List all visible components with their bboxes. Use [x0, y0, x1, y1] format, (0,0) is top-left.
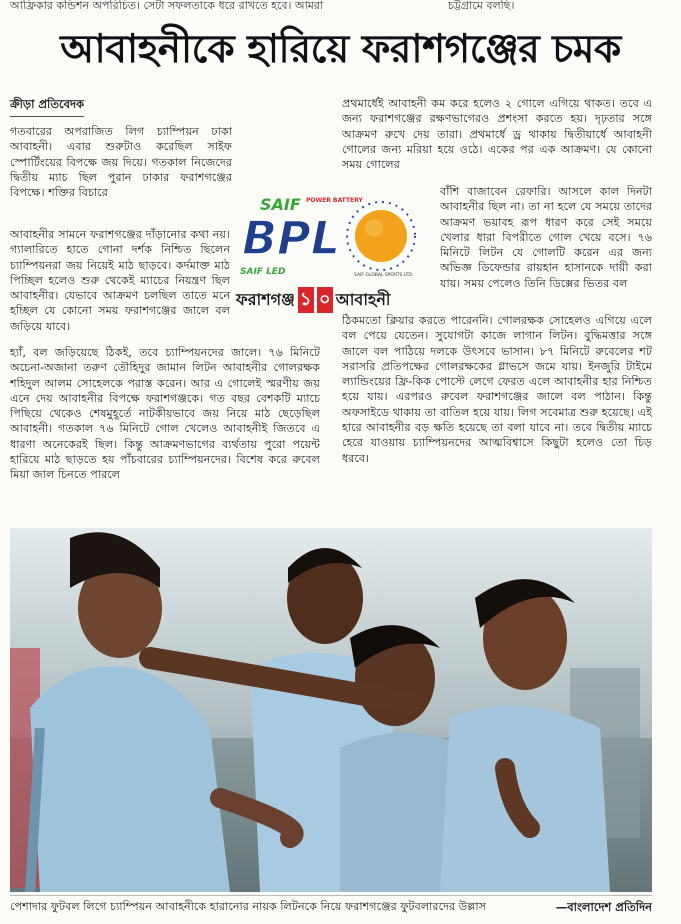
bpl-logo-graphic	[236, 188, 428, 280]
headline: আবাহনীকে হারিয়ে ফরাশগঞ্জের চমক	[60, 27, 621, 72]
article-column-2-full: ঠিকমতো ক্লিয়ার করতে পারেননি। গোলরক্ষক সোহেলও এগিয়ে এলে বল পেয়ে যেতেন। সুযোগটা কাজে লাগান লিটন। বুদ্ধিমত্তার সঙ্গে জালে বল পাঠিয়ে দলকে উৎসবে ভাসান। ৮৭ মিনিটে রুবেলের শট সরাসরি প্রতিপক্ষের গোলরক্ষকের গ্লাভসে জমে যায়। ইনজুরি টাইমে ল্যান্ডিংয়ের ফ্রি-কিক পোস্টে লেগে ফেরত এলে আবাহনীর হার নিশ্চিত হয়ে যায়। এরপরও রুবেল ফরাশগঞ্জের জালে বল পাঠান। কিন্তু অফসাইডে থাকায় তা বাতিল হয়ে যায়। লিগ সবেমাত্র শুরু হয়েছে। এই হারে আবাহনীর বড় ক্ষতি হয়েছে তা বলা যাবে না। তবে দ্বিতীয় ম্যাচে হেরে যাওয়ায় চ্যাম্পিয়নদের আত্মবিশ্বাসে কিছুটা হলেও তো চিড় ধরবে।	[342, 314, 652, 465]
saif-global-sports-text: SAIF GLOBAL SPORTS LTD.	[354, 273, 414, 278]
football-icon	[355, 210, 407, 262]
previous-article-fragment: আফ্রিকার কন্ডিশন অপরিচিত। সেটা সফলতাকে ধরে রাখতে হবে। আমরা	[10, 0, 324, 12]
adjacent-article-fragment: চট্টগ্রামে বলছি।	[448, 0, 515, 12]
photo-credit: —বাংলাদেশ প্রতিদিন	[555, 900, 652, 914]
saif-led-text: SAIF LED	[240, 267, 286, 277]
power-battery-text: POWER BATTERY	[306, 197, 363, 204]
photo-caption	[10, 899, 652, 915]
home-goals: ১	[298, 287, 314, 313]
celebration-photo	[10, 528, 652, 892]
saif-wordmark: SAIF	[260, 195, 301, 214]
away-goals: ০	[317, 287, 333, 313]
article-column-1-narrow: আবাহনীর সামনে ফরাশগঞ্জের দাঁড়ানোর কথা নয়। গ্যালারিতে হাতে গোনা দর্শক নিশ্চিত ছিলেন চ্যাম্পিয়নরা জয় নিয়েই মাঠ ছাড়বে। কর্দমাক্ত মাঠ পিচ্ছিল হলেও শুরু থেকেই ম্যাচের নিয়ন্ত্রণ ছিল আবাহনীর। যেভাবে আক্রমণ চলছিল তাতে মনে হচ্ছিল যে কোনো সময় ফরাশগঞ্জের জালে বল জড়িয়ে যাবে।	[10, 228, 230, 333]
away-team: আবাহনী	[335, 289, 391, 309]
scoreline	[236, 286, 432, 314]
article-column-1-full: হ্যাঁ, বল জড়িয়েছে ঠিকই, তবে চ্যাম্পিয়নদের জালে। ৭৬ মিনিটে অচেনা-অজানা তরুণ তৌহিদুর জামান লিটন আবাহনীর গোলরক্ষক শহিদুল আলম সোহেলকে পরাস্ত করেন। আর এ গোলেই স্মরণীয় জয় এনে দেয় আবাহনীর বিপক্ষে ফরাশগঞ্জকে। গত বছর বেশকটি ম্যাচে পিছিয়ে থেকেও শেষমুহূর্তে নাটকীয়ভাবে জয় নিয়ে মাঠ ছেড়েছিল আবাহনী। গতকাল ৭৬ মিনিটে গোল খেলেও আবাহনীই জিতবে এ ধারণা অনেকেরই ছিল। কিন্তু আক্রমণভাগের ব্যর্থতায় পুরো পয়েন্ট হারিয়ে মাঠ ছাড়তে হয় পাঁচবারের চ্যাম্পিয়নদের। বিশেষ করে রুবেল মিয়া জাল চিনতে পারলে	[10, 346, 320, 482]
byline: ক্রীড়া প্রতিবেদক	[10, 96, 84, 117]
article-column-1-top: গতবারের অপরাজিত লিগ চ্যাম্পিয়ন ঢাকা আবাহনী। এবার শুরুটাও করেছিল সাইফ স্পোর্টিংয়ের বিপক্ষে জয় দিয়ে। গতকাল নিজেদের দ্বিতীয় ম্যাচ ছিল পুরান ঢাকার ফরাশগঞ্জের বিপক্ষে। শক্তির বিচারে	[10, 125, 232, 200]
players-celebrating-image	[10, 528, 652, 892]
caption-divider	[10, 895, 652, 896]
article-column-2-narrow: বাঁশি বাজাবেন রেফারি। আসলে কাল দিনটা আবাহনীর ছিল না। তা না হলে যে সময়ে তাদের আক্রমণ ভয়াবহ রূপ ধারণ করে সেই সময়ে খেলার ধারা বিপরীতে গোল খেয়ে বসে। ৭৬ মিনিটে লিটন যে গোলটি করেন এর জন্য অভিজ্ঞ ডিফেন্ডার রায়হান হাসানকে দায়ী করা যায়। সময় পেলেও তিনি ডিক্সের ভিতর বল	[440, 185, 652, 290]
home-team: ফরাশগঞ্জ	[236, 289, 295, 309]
bpl-wordmark: BPL	[242, 211, 341, 265]
bpl-logo	[236, 188, 428, 280]
article-column-2-top: প্রথমার্ধেই আবাহনী কম করে হলেও ২ গোলে এগিয়ে থাকত। তবে এ জন্য ফরাশগঞ্জের রক্ষণভাগেরও প্রশংসা করতে হয়। দৃঢ়তার সঙ্গে আক্রমণ রুখে দেয় তারা। প্রথমার্ধে ড্র থাকায় দ্বিতীয়ার্ধে আবাহনী গোলের জন্য মরিয়া হয়ে ওঠে। একের পর এক আক্রমণ। যে কোনো সময় গোলের	[342, 97, 652, 172]
caption-text: পেশাদার ফুটবল লিগে চ্যাম্পিয়ন আবাহনীকে হারানোর নায়ক লিটনকে নিয়ে ফরাশগঞ্জের ফুটবলারদের উল্লাস	[10, 900, 486, 913]
top-strip	[0, 0, 681, 14]
